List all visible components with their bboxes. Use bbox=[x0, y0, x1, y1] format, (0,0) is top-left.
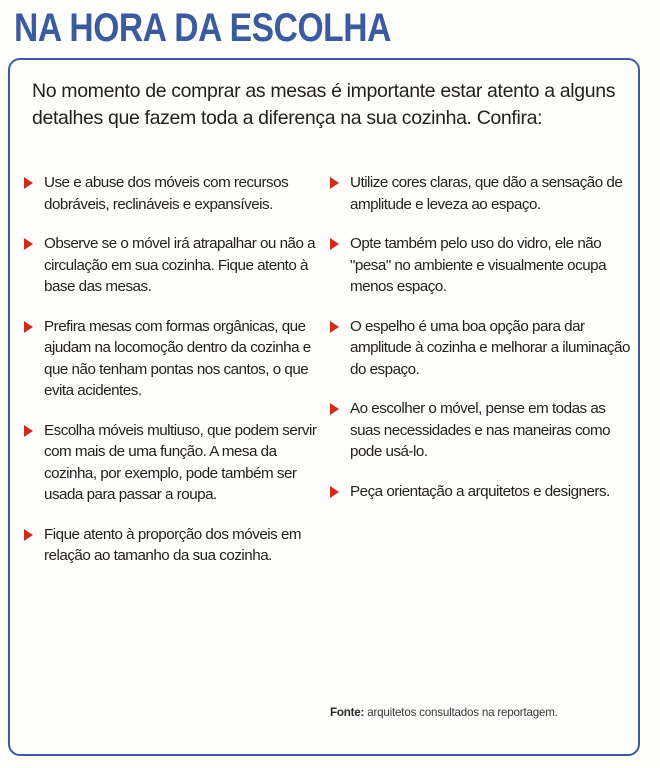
list-item-text: Escolha móveis multiuso, que podem servir com mais de uma função. A mesa da cozinha, por exemplo, pode também ser usada para passar a roupa. bbox=[44, 421, 317, 503]
list-item-text: O espelho é uma boa opção para dar amplitude à cozinha e melhorar a iluminação do espaço. bbox=[350, 317, 630, 378]
source-credit bbox=[330, 705, 630, 720]
list-item bbox=[330, 398, 630, 463]
list-item-text: Fique atento à proporção dos móveis em relação ao tamanho da sua cozinha. bbox=[44, 525, 302, 564]
list-item bbox=[330, 172, 630, 215]
list-item bbox=[330, 233, 630, 298]
tips-column-right bbox=[330, 172, 630, 520]
content-card bbox=[8, 58, 640, 756]
list-item bbox=[24, 420, 324, 506]
list-item-text: Utilize cores claras, que dão a sensação de amplitude e leveza ao espaço. bbox=[350, 174, 623, 213]
triangle-right-marker-icon bbox=[330, 238, 339, 250]
triangle-right-marker-icon bbox=[330, 177, 339, 189]
triangle-right-marker-icon bbox=[330, 321, 339, 333]
triangle-right-marker-icon bbox=[330, 403, 339, 415]
page-title: NA HORA DA ESCOLHA bbox=[14, 6, 391, 50]
list-item-text: Opte também pelo uso do vidro, ele não "pesa" no ambiente e visualmente ocupa menos espaço. bbox=[350, 235, 607, 295]
list-item-text: Observe se o móvel irá atrapalhar ou não a circulação em sua cozinha. Fique atento à base das mesas. bbox=[44, 235, 316, 295]
list-item bbox=[24, 316, 324, 402]
list-item-text: Use e abuse dos móveis com recursos dobráveis, reclináveis e expansíveis. bbox=[44, 174, 289, 213]
source-text: arquitetos consultados na reportagem. bbox=[367, 706, 558, 719]
list-item bbox=[24, 233, 324, 298]
list-item-text: Peça orientação a arquitetos e designers. bbox=[350, 482, 610, 500]
tips-column-left bbox=[24, 172, 324, 585]
tips-columns bbox=[10, 172, 638, 752]
list-item bbox=[24, 524, 324, 567]
triangle-right-marker-icon bbox=[330, 486, 339, 498]
triangle-right-marker-icon bbox=[24, 238, 33, 250]
triangle-right-marker-icon bbox=[24, 529, 33, 541]
source-label: Fonte: bbox=[330, 706, 365, 719]
list-item bbox=[330, 316, 630, 381]
list-item bbox=[24, 172, 324, 215]
list-item-text: Prefira mesas com formas orgânicas, que ajudam na locomoção dentro da cozinha e que não tenham pontas nos cantos, o que evita acidentes. bbox=[44, 317, 311, 399]
list-item bbox=[330, 481, 630, 503]
triangle-right-marker-icon bbox=[24, 425, 33, 437]
triangle-right-marker-icon bbox=[24, 321, 33, 333]
triangle-right-marker-icon bbox=[24, 177, 33, 189]
intro-paragraph: No momento de comprar as mesas é importante estar atento a alguns detalhes que fazem toda a diferença na sua cozinha. Confira: bbox=[32, 80, 616, 129]
list-item-text: Ao escolher o móvel, pense em todas as suas necessidades e nas maneiras como pode usá-lo. bbox=[350, 400, 611, 460]
